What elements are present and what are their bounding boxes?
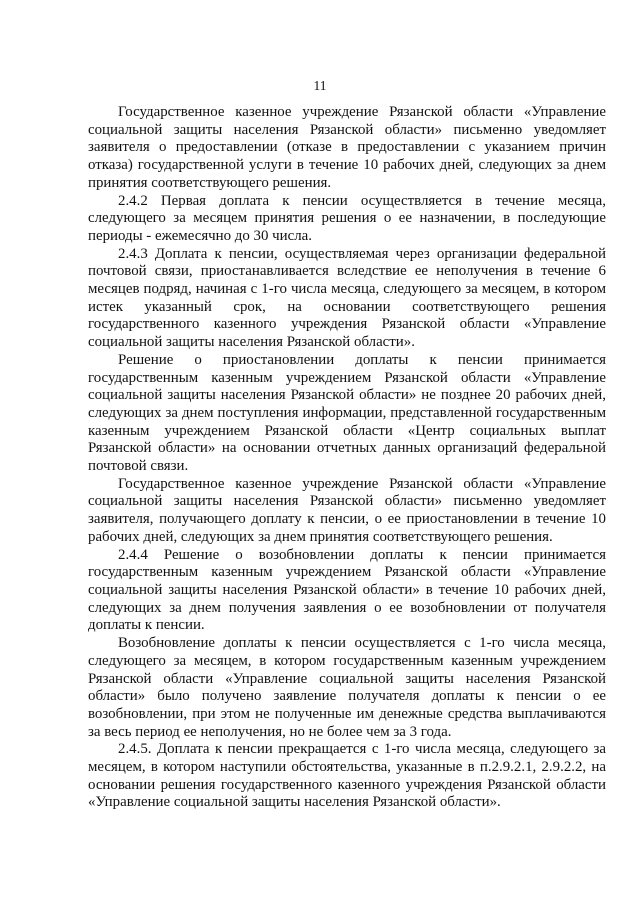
paragraph-notification-decision: Государственное казенное учреждение Рязанской области «Управление социальной защиты населения Рязанской области» письменно уведомляет заявителя о предоставлении (отказе в предоставлении с указанием причин отказа) государственной услуги в течение 10 рабочих дней, следующих за днем принятия соответствующего решения. [88, 104, 606, 191]
page-number: 11 [313, 78, 327, 93]
paragraph-2-4-3: 2.4.3 Доплата к пенсии, осуществляемая через организации федеральной почтовой связи, приостанавливается вследствие ее неполучения в течение 6 месяцев подряд, начиная с 1-го числа месяца, следующего за месяцем, в котором истек указанный срок, на основании соответствующего решения государственного казенного учреждения Рязанской области «Управление социальной защиты населения Рязанской области». [88, 245, 606, 351]
paragraph-suspension-notification: Государственное казенное учреждение Рязанской области «Управление социальной защиты населения Рязанской области» письменно уведомляет заявителя, получающего доплату к пенсии, о ее приостановлении в течение 10 рабочих дней, следующих за днем принятия соответствующего решения. [88, 475, 606, 545]
paragraph-resumption: Возобновление доплаты к пенсии осуществляется с 1-го числа месяца, следующего за месяцем, в котором государственным казенным учреждением Рязанской области «Управление социальной защиты населения Рязанской области» было получено заявление получателя доплаты к пенсии о ее возобновлении, при этом не полученные им денежные средства выплачиваются за весь период ее неполучения, но не более чем за 3 года. [88, 635, 606, 740]
document-body [88, 104, 606, 812]
paragraph-2-4-5: 2.4.5. Доплата к пенсии прекращается с 1-го числа месяца, следующего за месяцем, в котором наступили обстоятельства, указанные в п.2.9.2.1, 2.9.2.2, на основании решения государственного казенного учреждения Рязанской области «Управление социальной защиты населения Рязанской области». [88, 741, 606, 811]
paragraph-2-4-4: 2.4.4 Решение о возобновлении доплаты к пенсии принимается государственным казенным учреждением Рязанской области «Управление социальной защиты населения Рязанской области» в течение 10 рабочих дней, следующих за днем получения заявления о ее возобновлении от получателя доплаты к пенсии. [88, 546, 606, 634]
paragraph-suspension-decision: Решение о приостановлении доплаты к пенсии принимается государственным казенным учреждением Рязанской области «Управление социальной защиты населения Рязанской области» не позднее 20 рабочих дней, следующих за днем поступления информации, представленной государственным казенным учреждением Рязанской области «Центр социальных выплат Рязанской области» на основании отчетных данных организаций федеральной почтовой связи. [88, 351, 606, 475]
paragraph-2-4-2: 2.4.2 Первая доплата к пенсии осуществляется в течение месяца, следующего за месяцем принятия решения о ее назначении, в последующие периоды - ежемесячно до 30 числа. [88, 192, 606, 244]
